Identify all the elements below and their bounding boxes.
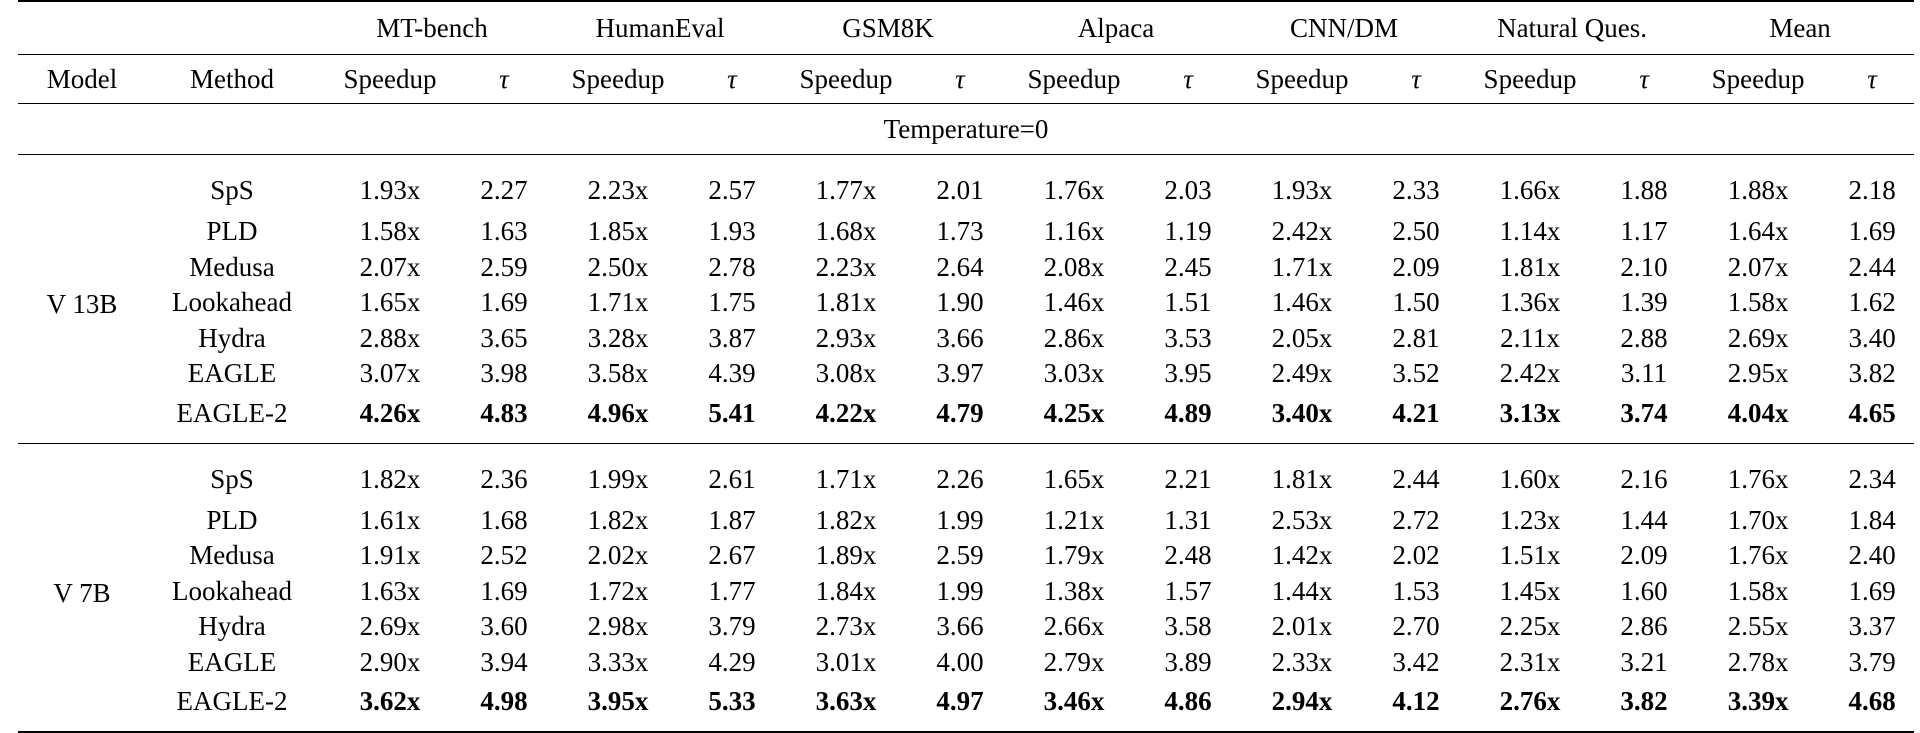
speedup-value-cell: 1.71x [1271,251,1333,282]
speedup-value-cell: 1.68x [815,216,877,247]
tau-value-cell: 2.59 [480,251,528,282]
speedup-value-cell: 2.08x [1043,251,1105,282]
tau-value-cell: 5.41 [708,397,756,428]
speedup-value-cell: 2.69x [359,611,421,642]
tau-value-cell: 4.83 [480,397,528,428]
column-header-speedup: Speedup [774,55,918,104]
tau-value-cell: 2.16 [1602,443,1686,503]
table-body [18,155,1914,733]
method-cell: PLD [206,216,258,247]
results-table [18,0,1914,733]
speedup-value-cell: 1.66x [1458,155,1602,215]
speedup-value-cell: 2.93x [815,322,877,353]
tau-value-cell: 2.64 [936,251,984,282]
tau-value-cell: 3.98 [480,358,528,389]
speedup-value-cell: 1.91x [359,540,421,571]
speedup-value-cell: 2.86x [1043,322,1105,353]
speedup-value-cell: 2.88x [359,322,421,353]
column-header-row [18,55,1914,104]
column-header-tau: τ [462,55,546,104]
speedup-value-cell: 1.45x [1499,575,1561,606]
speedup-value-cell: 1.76x [1002,155,1146,215]
column-header-tau: τ [1374,55,1458,104]
column-header-speedup: Speedup [546,55,690,104]
tau-value-cell: 2.72 [1392,504,1440,535]
tau-value-cell: 4.79 [936,397,984,428]
speedup-value-cell: 3.62x [318,680,462,732]
section-row [18,104,1914,155]
tau-value-cell: 3.66 [936,611,984,642]
tau-value-cell: 1.51 [1164,287,1212,318]
speedup-value-cell: 1.82x [587,504,649,535]
tau-value-cell: 4.65 [1848,397,1896,428]
tau-value-cell: 2.44 [1374,443,1458,503]
section-label-temperature: Temperature=0 [18,104,1914,155]
tau-value-cell: 1.53 [1392,575,1440,606]
tau-value-cell: 1.69 [1848,216,1896,247]
table-row [18,443,1914,503]
tau-value-cell: 2.57 [690,155,774,215]
table-row [18,645,1914,681]
table-row [18,285,1914,321]
speedup-value-cell: 2.78x [1727,646,1789,677]
tau-value-cell: 2.45 [1164,251,1212,282]
speedup-value-cell: 2.49x [1271,358,1333,389]
speedup-value-cell: 3.03x [1043,358,1105,389]
speedup-value-cell: 1.16x [1043,216,1105,247]
column-header-tau: τ [690,55,774,104]
speedup-value-cell: 1.21x [1043,504,1105,535]
tau-value-cell: 3.95 [1164,358,1212,389]
method-cell: EAGLE [187,358,277,389]
speedup-value-cell: 2.33x [1271,646,1333,677]
table-row [18,609,1914,645]
tau-value-cell: 1.87 [708,504,756,535]
speedup-value-cell: 2.73x [815,611,877,642]
speedup-value-cell: 3.46x [1002,680,1146,732]
column-header-method: Method [146,55,318,104]
tau-value-cell: 2.40 [1848,540,1896,571]
speedup-value-cell: 2.11x [1500,322,1560,353]
tau-value-cell: 1.60 [1620,575,1668,606]
benchmark-header-mean: Mean [1686,1,1914,55]
method-cell: Lookahead [172,575,292,606]
speedup-value-cell: 2.79x [1043,646,1105,677]
speedup-value-cell: 1.82x [815,504,877,535]
tau-value-cell: 2.59 [936,540,984,571]
speedup-value-cell: 2.95x [1727,358,1789,389]
speedup-value-cell: 1.82x [318,443,462,503]
table-row [18,321,1914,357]
tau-value-cell: 2.70 [1392,611,1440,642]
benchmark-header-alpaca: Alpaca [1002,1,1230,55]
tau-value-cell: 1.69 [480,287,528,318]
speedup-value-cell: 1.79x [1043,540,1105,571]
speedup-value-cell: 1.58x [1727,575,1789,606]
speedup-value-cell: 2.05x [1271,322,1333,353]
method-cell: EAGLE-2 [176,397,288,428]
tau-value-cell: 2.67 [708,540,756,571]
tau-value-cell: 1.50 [1392,287,1440,318]
tau-value-cell: 3.53 [1164,322,1212,353]
speedup-value-cell: 1.93x [318,155,462,215]
tau-value-cell: 1.68 [480,504,528,535]
tau-value-cell: 2.86 [1620,611,1668,642]
tau-value-cell: 2.52 [480,540,528,571]
tau-value-cell: 4.86 [1146,680,1230,732]
speedup-value-cell: 1.93x [1230,155,1374,215]
tau-value-cell: 1.69 [480,575,528,606]
tau-value-cell: 4.97 [918,680,1002,732]
speedup-value-cell: 4.25x [1043,397,1105,428]
method-cell: EAGLE [187,646,277,677]
tau-value-cell: 1.84 [1848,504,1896,535]
speedup-value-cell: 2.42x [1271,216,1333,247]
tau-value-cell: 2.36 [462,443,546,503]
tau-value-cell: 4.39 [708,358,756,389]
tau-value-cell: 1.99 [936,504,984,535]
method-cell: Hydra [198,322,266,353]
tau-value-cell: 1.93 [708,216,756,247]
tau-value-cell: 3.11 [1620,358,1668,389]
tau-value-cell: 2.02 [1392,540,1440,571]
speedup-value-cell: 2.02x [587,540,649,571]
table-row [18,356,1914,392]
speedup-value-cell: 1.61x [359,504,421,535]
speedup-value-cell: 3.33x [587,646,649,677]
benchmark-header-row [18,1,1914,55]
column-header-speedup: Speedup [1458,55,1602,104]
speedup-value-cell: 1.46x [1043,287,1105,318]
tau-value-cell: 3.82 [1848,358,1896,389]
speedup-value-cell: 1.85x [587,216,649,247]
speedup-value-cell: 2.23x [815,251,877,282]
speedup-value-cell: 1.23x [1499,504,1561,535]
speedup-value-cell: 4.26x [359,397,421,428]
tau-value-cell: 2.48 [1164,540,1212,571]
benchmark-header-mt-bench: MT-bench [318,1,546,55]
speedup-value-cell: 2.23x [546,155,690,215]
speedup-value-cell: 1.38x [1043,575,1105,606]
tau-value-cell: 2.81 [1392,322,1440,353]
method-cell: EAGLE-2 [146,680,318,732]
tau-value-cell: 1.77 [708,575,756,606]
speedup-value-cell: 1.70x [1727,504,1789,535]
column-header-tau: τ [918,55,1002,104]
tau-value-cell: 1.99 [936,575,984,606]
speedup-value-cell: 2.90x [359,646,421,677]
speedup-value-cell: 2.07x [359,251,421,282]
speedup-value-cell: 3.08x [815,358,877,389]
tau-value-cell: 1.17 [1620,216,1668,247]
tau-value-cell: 3.82 [1602,680,1686,732]
speedup-value-cell: 1.51x [1499,540,1561,571]
speedup-value-cell: 1.58x [1727,287,1789,318]
tau-value-cell: 1.69 [1848,575,1896,606]
speedup-value-cell: 3.07x [359,358,421,389]
tau-value-cell: 3.60 [480,611,528,642]
tau-value-cell: 4.68 [1830,680,1914,732]
table-row [18,574,1914,610]
tau-value-cell: 3.21 [1620,646,1668,677]
speedup-value-cell: 1.77x [774,155,918,215]
tau-value-cell: 1.62 [1848,287,1896,318]
speedup-value-cell: 1.42x [1271,540,1333,571]
speedup-value-cell: 1.64x [1727,216,1789,247]
method-cell: Medusa [189,251,275,282]
speedup-value-cell: 1.99x [546,443,690,503]
speedup-value-cell: 1.81x [1499,251,1561,282]
speedup-value-cell: 3.13x [1499,397,1561,428]
method-cell: PLD [206,504,258,535]
speedup-value-cell: 1.65x [1002,443,1146,503]
speedup-value-cell: 3.39x [1686,680,1830,732]
speedup-value-cell: 2.76x [1458,680,1602,732]
tau-value-cell: 2.44 [1848,251,1896,282]
speedup-value-cell: 3.01x [815,646,877,677]
tau-value-cell: 2.21 [1146,443,1230,503]
speedup-value-cell: 2.66x [1043,611,1105,642]
tau-value-cell: 1.75 [708,287,756,318]
tau-value-cell: 2.33 [1374,155,1458,215]
header-blank-method [146,1,318,55]
column-header-tau: τ [1602,55,1686,104]
speedup-value-cell: 1.76x [1727,540,1789,571]
speedup-value-cell: 2.07x [1727,251,1789,282]
speedup-value-cell: 1.36x [1499,287,1561,318]
method-cell: SpS [146,443,318,503]
tau-value-cell: 3.89 [1164,646,1212,677]
tau-value-cell: 1.39 [1620,287,1668,318]
benchmark-header-cnn-dm: CNN/DM [1230,1,1458,55]
tau-value-cell: 2.01 [918,155,1002,215]
speedup-value-cell: 2.94x [1230,680,1374,732]
speedup-value-cell: 1.46x [1271,287,1333,318]
tau-value-cell: 2.03 [1146,155,1230,215]
tau-value-cell: 4.89 [1164,397,1212,428]
tau-value-cell: 2.18 [1830,155,1914,215]
speedup-value-cell: 3.28x [587,322,649,353]
speedup-value-cell: 4.04x [1727,397,1789,428]
tau-value-cell: 3.79 [1848,646,1896,677]
tau-value-cell: 3.94 [480,646,528,677]
tau-value-cell: 3.66 [936,322,984,353]
method-cell: Medusa [189,540,275,571]
speedup-value-cell: 2.69x [1727,322,1789,353]
column-header-speedup: Speedup [1002,55,1146,104]
speedup-value-cell: 1.88x [1686,155,1830,215]
speedup-value-cell: 1.65x [359,287,421,318]
tau-value-cell: 3.74 [1620,397,1668,428]
tau-value-cell: 3.87 [708,322,756,353]
tau-value-cell: 2.88 [1620,322,1668,353]
speedup-value-cell: 1.60x [1458,443,1602,503]
column-header-tau: τ [1146,55,1230,104]
tau-value-cell: 5.33 [690,680,774,732]
tau-value-cell: 3.79 [708,611,756,642]
table-row [18,155,1914,215]
table-row [18,538,1914,574]
table-row [18,503,1914,539]
benchmark-header-natural-ques: Natural Ques. [1458,1,1686,55]
tau-value-cell: 1.73 [936,216,984,247]
tau-value-cell: 1.90 [936,287,984,318]
method-cell: SpS [146,155,318,215]
tau-value-cell: 2.09 [1620,540,1668,571]
speedup-value-cell: 1.89x [815,540,877,571]
speedup-value-cell: 2.55x [1727,611,1789,642]
speedup-value-cell: 1.44x [1271,575,1333,606]
tau-value-cell: 1.19 [1164,216,1212,247]
tau-value-cell: 4.21 [1392,397,1440,428]
speedup-value-cell: 2.01x [1271,611,1333,642]
column-header-speedup: Speedup [1686,55,1830,104]
speedup-value-cell: 3.95x [546,680,690,732]
tau-value-cell: 2.10 [1620,251,1668,282]
column-header-tau: τ [1830,55,1914,104]
tau-value-cell: 3.58 [1164,611,1212,642]
tau-value-cell: 2.61 [690,443,774,503]
method-cell: Lookahead [172,287,292,318]
speedup-value-cell: 1.81x [1230,443,1374,503]
tau-value-cell: 1.63 [480,216,528,247]
tau-value-cell: 2.34 [1830,443,1914,503]
tau-value-cell: 3.37 [1848,611,1896,642]
speedup-value-cell: 1.63x [359,575,421,606]
model-cell: V 7B [18,443,146,732]
speedup-value-cell: 1.76x [1686,443,1830,503]
column-header-model: Model [18,55,146,104]
speedup-value-cell: 2.31x [1499,646,1561,677]
speedup-value-cell: 1.71x [774,443,918,503]
tau-value-cell: 3.97 [936,358,984,389]
speedup-value-cell: 3.40x [1271,397,1333,428]
table-row [18,680,1914,732]
tau-value-cell: 4.29 [708,646,756,677]
speedup-value-cell: 1.81x [815,287,877,318]
tau-value-cell: 1.31 [1164,504,1212,535]
benchmark-header-humaneval: HumanEval [546,1,774,55]
header-blank-model [18,1,146,55]
tau-value-cell: 2.50 [1392,216,1440,247]
tau-value-cell: 1.88 [1602,155,1686,215]
tau-value-cell: 4.12 [1374,680,1458,732]
tau-value-cell: 1.44 [1620,504,1668,535]
speedup-value-cell: 4.96x [587,397,649,428]
column-header-speedup: Speedup [1230,55,1374,104]
speedup-value-cell: 3.58x [587,358,649,389]
table-row [18,250,1914,286]
tau-value-cell: 1.57 [1164,575,1212,606]
tau-value-cell: 3.42 [1392,646,1440,677]
speedup-value-cell: 2.98x [587,611,649,642]
tau-value-cell: 2.27 [462,155,546,215]
tau-value-cell: 3.52 [1392,358,1440,389]
tau-value-cell: 3.65 [480,322,528,353]
table-row [18,214,1914,250]
speedup-value-cell: 1.14x [1499,216,1561,247]
speedup-value-cell: 1.72x [587,575,649,606]
results-table-container [18,0,1902,733]
column-header-speedup: Speedup [318,55,462,104]
benchmark-header-gsm8k: GSM8K [774,1,1002,55]
speedup-value-cell: 1.58x [359,216,421,247]
speedup-value-cell: 4.22x [815,397,877,428]
tau-value-cell: 2.26 [918,443,1002,503]
speedup-value-cell: 1.84x [815,575,877,606]
speedup-value-cell: 2.42x [1499,358,1561,389]
tau-value-cell: 4.98 [462,680,546,732]
speedup-value-cell: 2.53x [1271,504,1333,535]
speedup-value-cell: 1.71x [587,287,649,318]
speedup-value-cell: 3.63x [774,680,918,732]
tau-value-cell: 2.09 [1392,251,1440,282]
method-cell: Hydra [198,611,266,642]
tau-value-cell: 2.78 [708,251,756,282]
speedup-value-cell: 2.25x [1499,611,1561,642]
table-row [18,392,1914,444]
speedup-value-cell: 2.50x [587,251,649,282]
tau-value-cell: 3.40 [1848,322,1896,353]
model-cell: V 13B [18,155,146,444]
tau-value-cell: 4.00 [936,646,984,677]
